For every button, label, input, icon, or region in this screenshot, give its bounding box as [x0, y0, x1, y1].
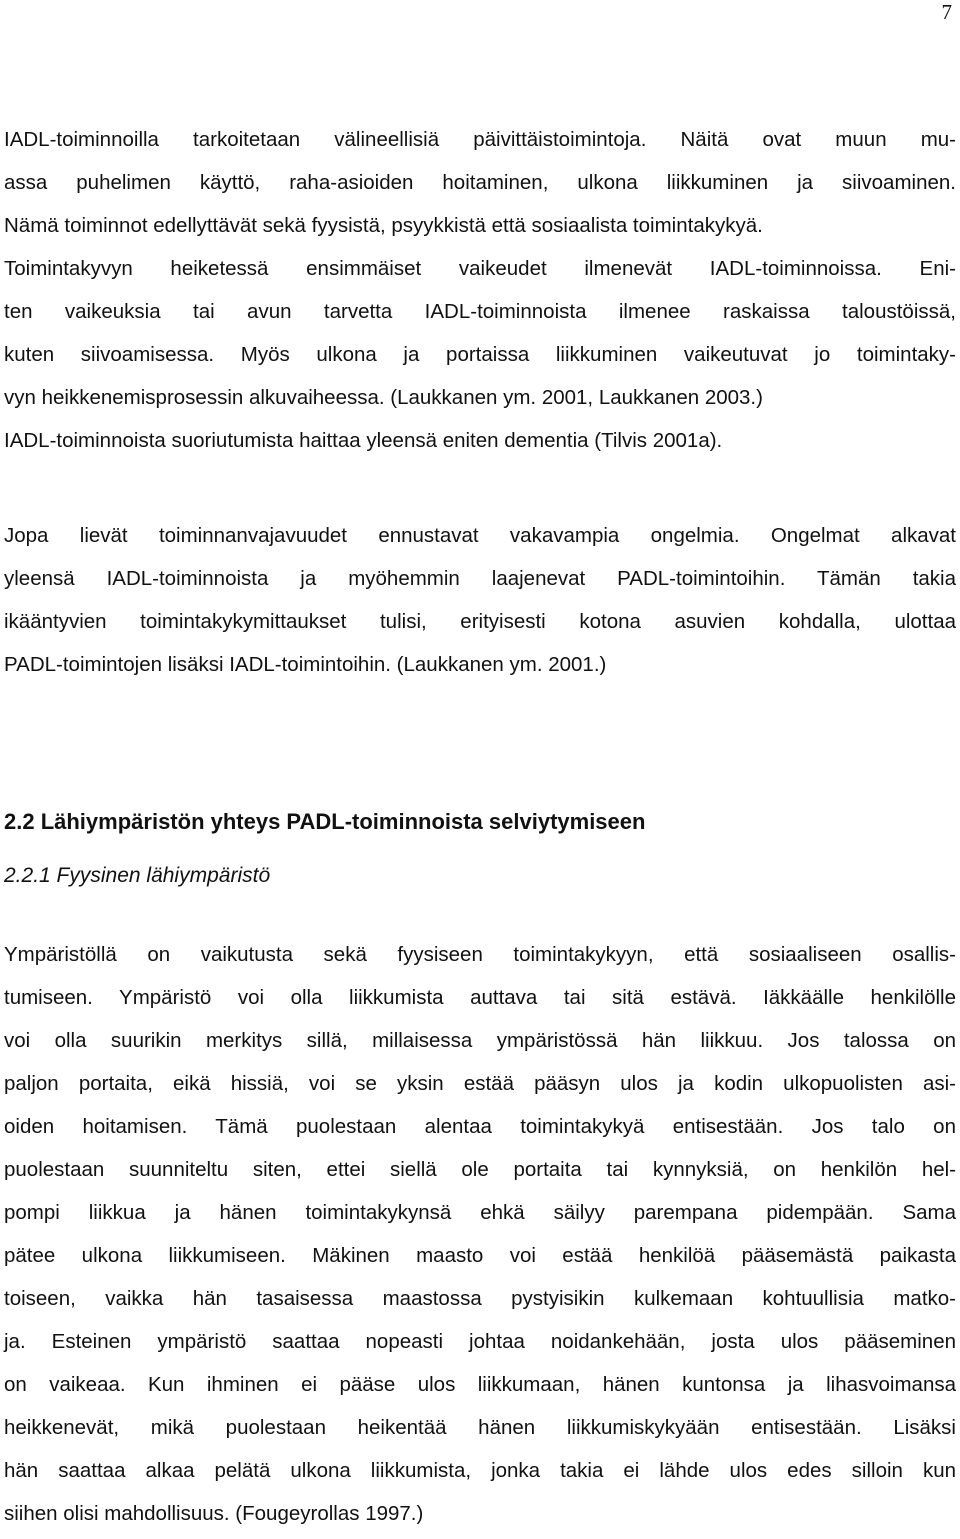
- text-line: oiden hoitamisen. Tämä puolestaan alentaa toimintakykyä entisestään. Jos talo on: [4, 1115, 956, 1138]
- text-line: pompi liikkua ja hänen toimintakykynsä ehkä säilyy parempana pidempään. Sama: [4, 1201, 956, 1224]
- section-heading: 2.2 Lähiympäristön yhteys PADL-toiminnoista selviytymiseen: [4, 809, 646, 834]
- text-line: IADL-toiminnoilla tarkoitetaan välineellisiä päivittäistoimintoja. Näitä ovat muun mu-: [4, 128, 956, 151]
- subsection-heading: 2.2.1 Fyysinen lähiympäristö: [4, 864, 271, 887]
- text-line: paljon portaita, eikä hissiä, voi se yksin estää pääsyn ulos ja kodin ulkopuolisten asi-: [4, 1072, 956, 1095]
- text-line: kuten siivoamisessa. Myös ulkona ja portaissa liikkuminen vaikeutuvat jo toimintaky-: [4, 343, 956, 366]
- text-line: siihen olisi mahdollisuus. (Fougeyrollas 1997.): [4, 1502, 424, 1525]
- page-number: 7: [941, 0, 952, 24]
- text-line: puolestaan suunniteltu siten, ettei siellä ole portaita tai kynnyksiä, on henkilön hel-: [4, 1158, 956, 1181]
- text-line: ja. Esteinen ympäristö saattaa nopeasti johtaa noidankehään, josta ulos pääseminen: [4, 1330, 956, 1353]
- text-line: Jopa lievät toiminnanvajavuudet ennustavat vakavampia ongelmia. Ongelmat alkavat: [4, 524, 956, 547]
- text-line: toiseen, vaikka hän tasaisessa maastossa pystyisikin kulkemaan kohtuullisia matko-: [4, 1287, 956, 1310]
- text-line: voi olla suurikin merkitys sillä, millaisessa ympäristössä hän liikkuu. Jos talossa on: [4, 1029, 956, 1052]
- text-line: tumiseen. Ympäristö voi olla liikkumista auttava tai sitä estävä. Iäkkäälle henkilölle: [4, 986, 956, 1009]
- text-line: vyn heikkenemisprosessin alkuvaiheessa. (Laukkanen ym. 2001, Laukkanen 2003.): [4, 386, 763, 409]
- text-line: hän saattaa alkaa pelätä ulkona liikkumista, jonka takia ei lähde ulos edes silloin kun: [4, 1459, 956, 1482]
- text-line: on vaikeaa. Kun ihminen ei pääse ulos liikkumaan, hänen kuntonsa ja lihasvoimansa: [4, 1373, 956, 1396]
- text-line: Nämä toiminnot edellyttävät sekä fyysistä, psyykkistä että sosiaalista toimintakykyä.: [4, 214, 763, 237]
- text-line: pätee ulkona liikkumiseen. Mäkinen maasto voi estää henkilöä pääsemästä paikasta: [4, 1244, 956, 1267]
- text-line: ten vaikeuksia tai avun tarvetta IADL-toiminnoista ilmenee raskaissa taloustöissä,: [4, 300, 956, 323]
- text-line: PADL-toimintojen lisäksi IADL-toimintoihin. (Laukkanen ym. 2001.): [4, 653, 607, 676]
- text-line: assa puhelimen käyttö, raha-asioiden hoitaminen, ulkona liikkuminen ja siivoaminen.: [4, 171, 956, 194]
- text-line: Toimintakyvyn heiketessä ensimmäiset vaikeudet ilmenevät IADL-toiminnoissa. Eni-: [4, 257, 956, 280]
- text-line: heikkenevät, mikä puolestaan heikentää hänen liikkumiskykyään entisestään. Lisäksi: [4, 1416, 956, 1439]
- text-line: ikääntyvien toimintakykymittaukset tulisi, erityisesti kotona asuvien kohdalla, ulottaa: [4, 610, 956, 633]
- text-line: yleensä IADL-toiminnoista ja myöhemmin laajenevat PADL-toimintoihin. Tämän takia: [4, 567, 956, 590]
- text-line: Ympäristöllä on vaikutusta sekä fyysiseen toimintakykyyn, että sosiaaliseen osallis-: [4, 943, 956, 966]
- text-line: IADL-toiminnoista suoriutumista haittaa yleensä eniten dementia (Tilvis 2001a).: [4, 429, 723, 452]
